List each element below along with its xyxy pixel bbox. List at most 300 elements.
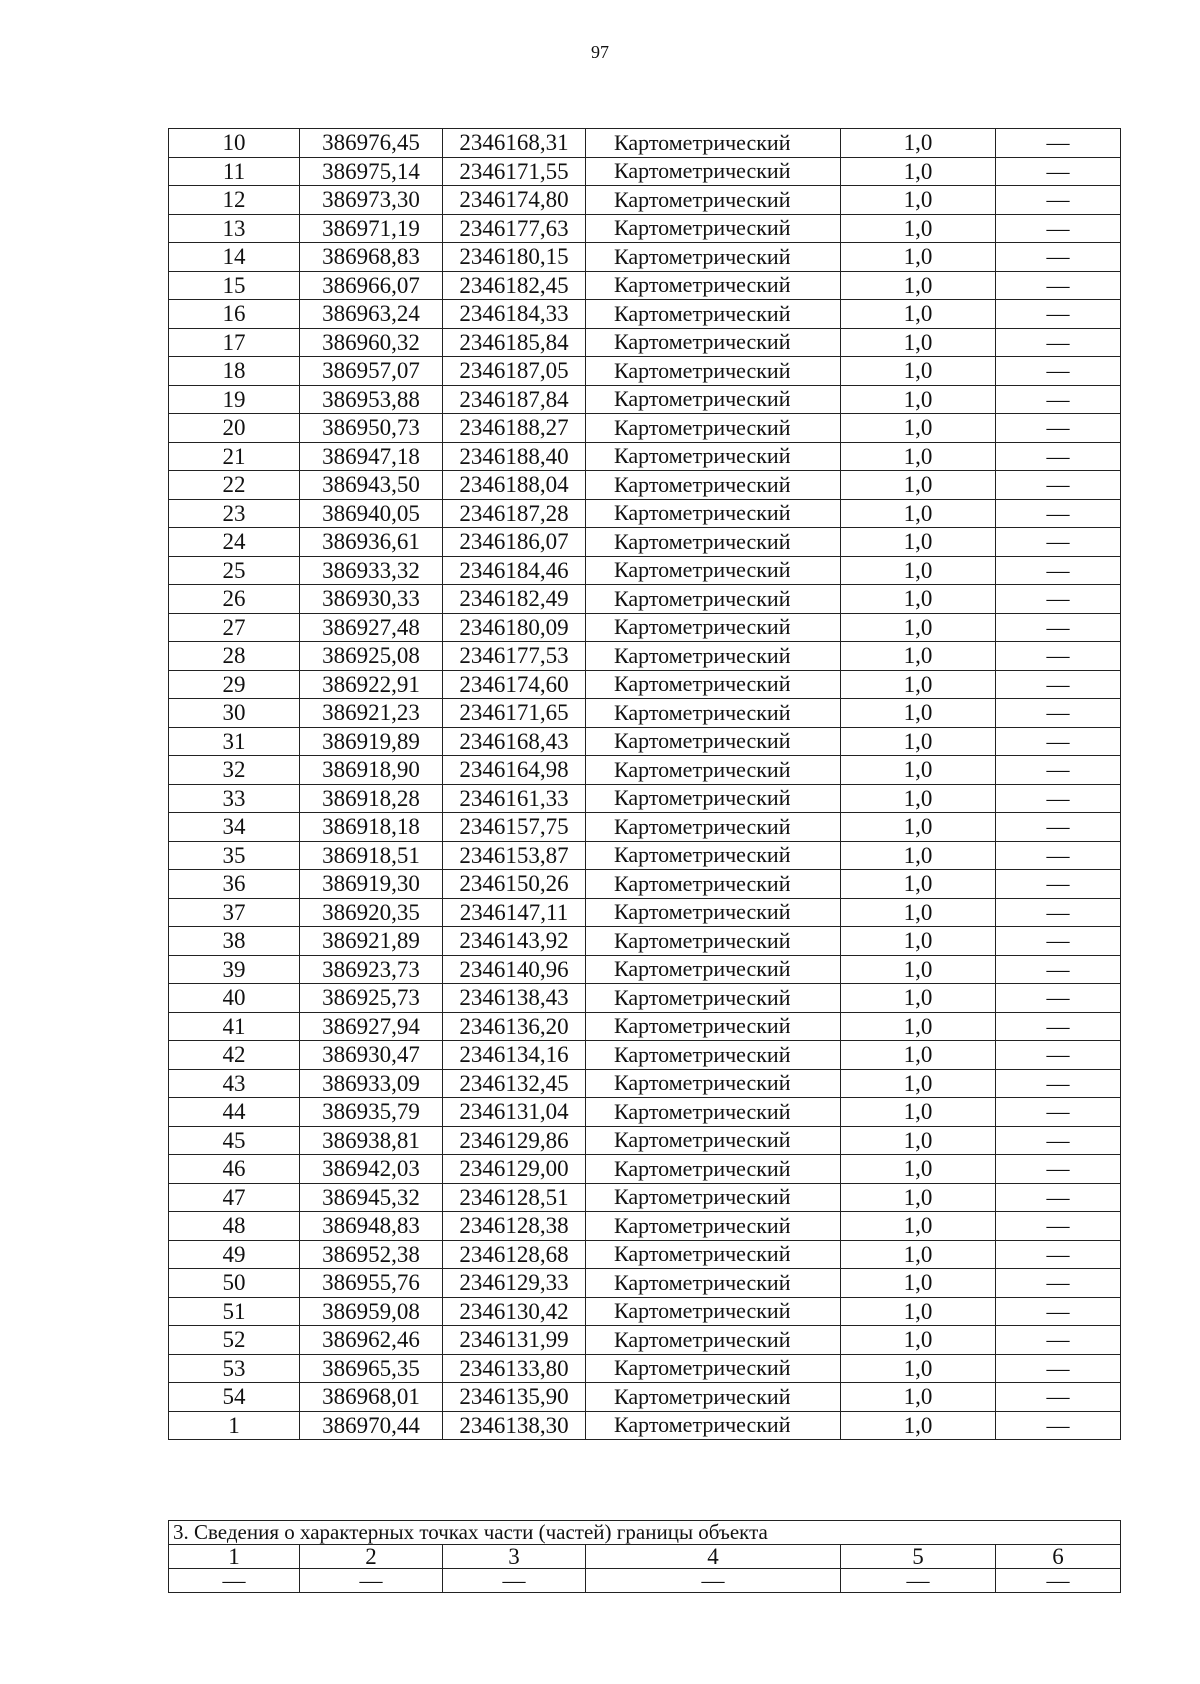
- table-row: [169, 955, 1121, 984]
- point-number-cell: 44: [169, 1098, 300, 1127]
- method-cell: Картометрический: [586, 385, 841, 414]
- x-coordinate-cell: 386962,46: [300, 1326, 443, 1355]
- y-coordinate-cell: 2346128,68: [443, 1240, 586, 1269]
- accuracy-cell: 1,0: [841, 214, 996, 243]
- y-coordinate-cell: 2346129,00: [443, 1155, 586, 1184]
- method-cell: Картометрический: [586, 442, 841, 471]
- point-number-cell: 14: [169, 243, 300, 272]
- section-3-column-number: 1: [169, 1545, 300, 1569]
- section-3-column-number: 5: [841, 1545, 996, 1569]
- accuracy-cell: 1,0: [841, 984, 996, 1013]
- description-cell: —: [996, 442, 1121, 471]
- accuracy-cell: 1,0: [841, 1183, 996, 1212]
- description-cell: —: [996, 1240, 1121, 1269]
- y-coordinate-cell: 2346134,16: [443, 1041, 586, 1070]
- x-coordinate-cell: 386973,30: [300, 186, 443, 215]
- method-cell: Картометрический: [586, 556, 841, 585]
- x-coordinate-cell: 386923,73: [300, 955, 443, 984]
- point-number-cell: 16: [169, 300, 300, 329]
- table-row: [169, 1212, 1121, 1241]
- accuracy-cell: 1,0: [841, 955, 996, 984]
- method-cell: Картометрический: [586, 157, 841, 186]
- point-number-cell: 31: [169, 727, 300, 756]
- method-cell: Картометрический: [586, 756, 841, 785]
- description-cell: —: [996, 784, 1121, 813]
- table-row: [169, 499, 1121, 528]
- method-cell: Картометрический: [586, 1155, 841, 1184]
- point-number-cell: 23: [169, 499, 300, 528]
- method-cell: Картометрический: [586, 1012, 841, 1041]
- description-cell: —: [996, 243, 1121, 272]
- description-cell: —: [996, 670, 1121, 699]
- accuracy-cell: 1,0: [841, 1326, 996, 1355]
- description-cell: —: [996, 1183, 1121, 1212]
- table-row: [169, 528, 1121, 557]
- description-cell: —: [996, 613, 1121, 642]
- description-cell: —: [996, 955, 1121, 984]
- table-row: [169, 214, 1121, 243]
- table-row: [169, 1354, 1121, 1383]
- method-cell: Картометрический: [586, 300, 841, 329]
- x-coordinate-cell: 386922,91: [300, 670, 443, 699]
- x-coordinate-cell: 386943,50: [300, 471, 443, 500]
- x-coordinate-cell: 386945,32: [300, 1183, 443, 1212]
- y-coordinate-cell: 2346182,45: [443, 271, 586, 300]
- x-coordinate-cell: 386936,61: [300, 528, 443, 557]
- point-number-cell: 50: [169, 1269, 300, 1298]
- x-coordinate-cell: 386965,35: [300, 1354, 443, 1383]
- description-cell: —: [996, 385, 1121, 414]
- table-row: [169, 670, 1121, 699]
- accuracy-cell: 1,0: [841, 1411, 996, 1440]
- point-number-cell: 53: [169, 1354, 300, 1383]
- point-number-cell: 12: [169, 186, 300, 215]
- point-number-cell: 45: [169, 1126, 300, 1155]
- section-3-empty-cell: —: [841, 1569, 996, 1593]
- point-number-cell: 20: [169, 414, 300, 443]
- table-row: [169, 1269, 1121, 1298]
- point-number-cell: 24: [169, 528, 300, 557]
- accuracy-cell: 1,0: [841, 1012, 996, 1041]
- accuracy-cell: 1,0: [841, 756, 996, 785]
- y-coordinate-cell: 2346131,04: [443, 1098, 586, 1127]
- y-coordinate-cell: 2346168,43: [443, 727, 586, 756]
- point-number-cell: 30: [169, 699, 300, 728]
- description-cell: —: [996, 841, 1121, 870]
- y-coordinate-cell: 2346138,30: [443, 1411, 586, 1440]
- y-coordinate-cell: 2346136,20: [443, 1012, 586, 1041]
- point-number-cell: 35: [169, 841, 300, 870]
- table-row: [169, 157, 1121, 186]
- x-coordinate-cell: 386942,03: [300, 1155, 443, 1184]
- method-cell: Картометрический: [586, 841, 841, 870]
- table-row: [169, 1012, 1121, 1041]
- x-coordinate-cell: 386933,09: [300, 1069, 443, 1098]
- page-number: 97: [591, 42, 609, 62]
- accuracy-cell: 1,0: [841, 243, 996, 272]
- method-cell: Картометрический: [586, 499, 841, 528]
- table-row: [169, 243, 1121, 272]
- accuracy-cell: 1,0: [841, 841, 996, 870]
- point-number-cell: 51: [169, 1297, 300, 1326]
- point-number-cell: 49: [169, 1240, 300, 1269]
- section-3-column-number: 6: [996, 1545, 1121, 1569]
- y-coordinate-cell: 2346132,45: [443, 1069, 586, 1098]
- point-number-cell: 18: [169, 357, 300, 386]
- table-row: [169, 727, 1121, 756]
- x-coordinate-cell: 386947,18: [300, 442, 443, 471]
- x-coordinate-cell: 386918,90: [300, 756, 443, 785]
- section-3-empty-cell: —: [586, 1569, 841, 1593]
- y-coordinate-cell: 2346187,84: [443, 385, 586, 414]
- x-coordinate-cell: 386925,08: [300, 642, 443, 671]
- x-coordinate-cell: 386957,07: [300, 357, 443, 386]
- accuracy-cell: 1,0: [841, 385, 996, 414]
- y-coordinate-cell: 2346133,80: [443, 1354, 586, 1383]
- method-cell: Картометрический: [586, 414, 841, 443]
- section-3-column-number: 3: [443, 1545, 586, 1569]
- accuracy-cell: 1,0: [841, 357, 996, 386]
- y-coordinate-cell: 2346161,33: [443, 784, 586, 813]
- x-coordinate-cell: 386927,48: [300, 613, 443, 642]
- description-cell: —: [996, 898, 1121, 927]
- point-number-cell: 15: [169, 271, 300, 300]
- table-row: [169, 1098, 1121, 1127]
- method-cell: Картометрический: [586, 1411, 841, 1440]
- x-coordinate-cell: 386919,89: [300, 727, 443, 756]
- y-coordinate-cell: 2346138,43: [443, 984, 586, 1013]
- accuracy-cell: 1,0: [841, 528, 996, 557]
- y-coordinate-cell: 2346188,27: [443, 414, 586, 443]
- point-number-cell: 40: [169, 984, 300, 1013]
- description-cell: —: [996, 813, 1121, 842]
- table-row: [169, 129, 1121, 158]
- accuracy-cell: 1,0: [841, 613, 996, 642]
- x-coordinate-cell: 386976,45: [300, 129, 443, 158]
- method-cell: Картометрический: [586, 186, 841, 215]
- description-cell: —: [996, 414, 1121, 443]
- x-coordinate-cell: 386950,73: [300, 414, 443, 443]
- method-cell: Картометрический: [586, 1098, 841, 1127]
- x-coordinate-cell: 386918,18: [300, 813, 443, 842]
- table-row: [169, 442, 1121, 471]
- table-row: [169, 414, 1121, 443]
- x-coordinate-cell: 386948,83: [300, 1212, 443, 1241]
- accuracy-cell: 1,0: [841, 471, 996, 500]
- accuracy-cell: 1,0: [841, 784, 996, 813]
- point-number-cell: 33: [169, 784, 300, 813]
- method-cell: Картометрический: [586, 870, 841, 899]
- x-coordinate-cell: 386925,73: [300, 984, 443, 1013]
- point-number-cell: 29: [169, 670, 300, 699]
- description-cell: —: [996, 528, 1121, 557]
- point-number-cell: 43: [169, 1069, 300, 1098]
- description-cell: —: [996, 1411, 1121, 1440]
- table-row: [169, 1240, 1121, 1269]
- part-boundary-table: [168, 1520, 1121, 1593]
- y-coordinate-cell: 2346174,80: [443, 186, 586, 215]
- y-coordinate-cell: 2346177,53: [443, 642, 586, 671]
- table-row: [169, 841, 1121, 870]
- accuracy-cell: 1,0: [841, 585, 996, 614]
- point-number-cell: 19: [169, 385, 300, 414]
- description-cell: —: [996, 1126, 1121, 1155]
- y-coordinate-cell: 2346187,28: [443, 499, 586, 528]
- description-cell: —: [996, 642, 1121, 671]
- x-coordinate-cell: 386971,19: [300, 214, 443, 243]
- method-cell: Картометрический: [586, 642, 841, 671]
- x-coordinate-cell: 386968,83: [300, 243, 443, 272]
- method-cell: Картометрический: [586, 243, 841, 272]
- y-coordinate-cell: 2346177,63: [443, 214, 586, 243]
- y-coordinate-cell: 2346180,15: [443, 243, 586, 272]
- x-coordinate-cell: 386930,47: [300, 1041, 443, 1070]
- y-coordinate-cell: 2346185,84: [443, 328, 586, 357]
- method-cell: Картометрический: [586, 357, 841, 386]
- y-coordinate-cell: 2346128,51: [443, 1183, 586, 1212]
- y-coordinate-cell: 2346184,46: [443, 556, 586, 585]
- point-number-cell: 46: [169, 1155, 300, 1184]
- coordinates-table: [168, 128, 1121, 1440]
- accuracy-cell: 1,0: [841, 328, 996, 357]
- method-cell: Картометрический: [586, 1240, 841, 1269]
- accuracy-cell: 1,0: [841, 1069, 996, 1098]
- x-coordinate-cell: 386952,38: [300, 1240, 443, 1269]
- accuracy-cell: 1,0: [841, 727, 996, 756]
- table-row: [169, 556, 1121, 585]
- section-3-empty-row: [169, 1569, 1121, 1593]
- point-number-cell: 27: [169, 613, 300, 642]
- description-cell: —: [996, 1354, 1121, 1383]
- table-row: [169, 898, 1121, 927]
- section-3-empty-cell: —: [300, 1569, 443, 1593]
- x-coordinate-cell: 386959,08: [300, 1297, 443, 1326]
- description-cell: —: [996, 1212, 1121, 1241]
- x-coordinate-cell: 386918,51: [300, 841, 443, 870]
- table-row: [169, 300, 1121, 329]
- method-cell: Картометрический: [586, 670, 841, 699]
- description-cell: —: [996, 1297, 1121, 1326]
- method-cell: Картометрический: [586, 1354, 841, 1383]
- point-number-cell: 28: [169, 642, 300, 671]
- accuracy-cell: 1,0: [841, 414, 996, 443]
- x-coordinate-cell: 386938,81: [300, 1126, 443, 1155]
- description-cell: —: [996, 471, 1121, 500]
- y-coordinate-cell: 2346128,38: [443, 1212, 586, 1241]
- description-cell: —: [996, 1269, 1121, 1298]
- method-cell: Картометрический: [586, 984, 841, 1013]
- y-coordinate-cell: 2346184,33: [443, 300, 586, 329]
- method-cell: Картометрический: [586, 585, 841, 614]
- y-coordinate-cell: 2346150,26: [443, 870, 586, 899]
- section-3-title-row: [169, 1521, 1121, 1545]
- method-cell: Картометрический: [586, 1326, 841, 1355]
- point-number-cell: 42: [169, 1041, 300, 1070]
- method-cell: Картометрический: [586, 471, 841, 500]
- description-cell: —: [996, 300, 1121, 329]
- table-row: [169, 1297, 1121, 1326]
- accuracy-cell: 1,0: [841, 271, 996, 300]
- description-cell: —: [996, 499, 1121, 528]
- point-number-cell: 37: [169, 898, 300, 927]
- y-coordinate-cell: 2346171,65: [443, 699, 586, 728]
- table-row: [169, 1155, 1121, 1184]
- accuracy-cell: 1,0: [841, 1297, 996, 1326]
- y-coordinate-cell: 2346157,75: [443, 813, 586, 842]
- table-row: [169, 471, 1121, 500]
- method-cell: Картометрический: [586, 784, 841, 813]
- description-cell: —: [996, 129, 1121, 158]
- accuracy-cell: 1,0: [841, 1126, 996, 1155]
- point-number-cell: 41: [169, 1012, 300, 1041]
- table-row: [169, 357, 1121, 386]
- table-row: [169, 585, 1121, 614]
- accuracy-cell: 1,0: [841, 670, 996, 699]
- method-cell: Картометрический: [586, 955, 841, 984]
- method-cell: Картометрический: [586, 727, 841, 756]
- x-coordinate-cell: 386930,33: [300, 585, 443, 614]
- accuracy-cell: 1,0: [841, 499, 996, 528]
- point-number-cell: 13: [169, 214, 300, 243]
- x-coordinate-cell: 386933,32: [300, 556, 443, 585]
- accuracy-cell: 1,0: [841, 442, 996, 471]
- table-row: [169, 271, 1121, 300]
- x-coordinate-cell: 386921,89: [300, 927, 443, 956]
- table-row: [169, 385, 1121, 414]
- y-coordinate-cell: 2346174,60: [443, 670, 586, 699]
- y-coordinate-cell: 2346143,92: [443, 927, 586, 956]
- description-cell: —: [996, 727, 1121, 756]
- x-coordinate-cell: 386920,35: [300, 898, 443, 927]
- description-cell: —: [996, 1326, 1121, 1355]
- point-number-cell: 1: [169, 1411, 300, 1440]
- accuracy-cell: 1,0: [841, 870, 996, 899]
- section-3-empty-cell: —: [443, 1569, 586, 1593]
- method-cell: Картометрический: [586, 927, 841, 956]
- method-cell: Картометрический: [586, 129, 841, 158]
- x-coordinate-cell: 386960,32: [300, 328, 443, 357]
- x-coordinate-cell: 386963,24: [300, 300, 443, 329]
- section-3-empty-cell: —: [996, 1569, 1121, 1593]
- table-row: [169, 1126, 1121, 1155]
- table-row: [169, 984, 1121, 1013]
- table-row: [169, 1041, 1121, 1070]
- table-row: [169, 1183, 1121, 1212]
- table-row: [169, 870, 1121, 899]
- table-row: [169, 186, 1121, 215]
- x-coordinate-cell: 386968,01: [300, 1383, 443, 1412]
- accuracy-cell: 1,0: [841, 300, 996, 329]
- accuracy-cell: 1,0: [841, 699, 996, 728]
- accuracy-cell: 1,0: [841, 1155, 996, 1184]
- y-coordinate-cell: 2346188,40: [443, 442, 586, 471]
- method-cell: Картометрический: [586, 328, 841, 357]
- accuracy-cell: 1,0: [841, 898, 996, 927]
- point-number-cell: 25: [169, 556, 300, 585]
- description-cell: —: [996, 214, 1121, 243]
- y-coordinate-cell: 2346129,33: [443, 1269, 586, 1298]
- coordinates-table-body: [169, 129, 1121, 1440]
- method-cell: Картометрический: [586, 813, 841, 842]
- y-coordinate-cell: 2346140,96: [443, 955, 586, 984]
- table-row: [169, 613, 1121, 642]
- point-number-cell: 32: [169, 756, 300, 785]
- point-number-cell: 36: [169, 870, 300, 899]
- y-coordinate-cell: 2346187,05: [443, 357, 586, 386]
- point-number-cell: 38: [169, 927, 300, 956]
- x-coordinate-cell: 386919,30: [300, 870, 443, 899]
- method-cell: Картометрический: [586, 613, 841, 642]
- method-cell: Картометрический: [586, 699, 841, 728]
- accuracy-cell: 1,0: [841, 186, 996, 215]
- y-coordinate-cell: 2346171,55: [443, 157, 586, 186]
- table-row: [169, 1069, 1121, 1098]
- accuracy-cell: 1,0: [841, 813, 996, 842]
- section-3-title: 3. Сведения о характерных точках части (частей) границы объекта: [169, 1521, 1121, 1545]
- x-coordinate-cell: 386940,05: [300, 499, 443, 528]
- y-coordinate-cell: 2346168,31: [443, 129, 586, 158]
- point-number-cell: 47: [169, 1183, 300, 1212]
- method-cell: Картометрический: [586, 1183, 841, 1212]
- point-number-cell: 22: [169, 471, 300, 500]
- x-coordinate-cell: 386955,76: [300, 1269, 443, 1298]
- description-cell: —: [996, 927, 1121, 956]
- y-coordinate-cell: 2346186,07: [443, 528, 586, 557]
- method-cell: Картометрический: [586, 1126, 841, 1155]
- point-number-cell: 39: [169, 955, 300, 984]
- x-coordinate-cell: 386921,23: [300, 699, 443, 728]
- method-cell: Картометрический: [586, 1269, 841, 1298]
- accuracy-cell: 1,0: [841, 1212, 996, 1241]
- description-cell: —: [996, 357, 1121, 386]
- accuracy-cell: 1,0: [841, 556, 996, 585]
- table-row: [169, 642, 1121, 671]
- description-cell: —: [996, 1155, 1121, 1184]
- y-coordinate-cell: 2346129,86: [443, 1126, 586, 1155]
- x-coordinate-cell: 386966,07: [300, 271, 443, 300]
- method-cell: Картометрический: [586, 214, 841, 243]
- accuracy-cell: 1,0: [841, 927, 996, 956]
- section-3-column-number: 4: [586, 1545, 841, 1569]
- point-number-cell: 26: [169, 585, 300, 614]
- table-row: [169, 813, 1121, 842]
- description-cell: —: [996, 585, 1121, 614]
- description-cell: —: [996, 186, 1121, 215]
- table-row: [169, 756, 1121, 785]
- table-row: [169, 328, 1121, 357]
- description-cell: —: [996, 157, 1121, 186]
- table-row: [169, 784, 1121, 813]
- method-cell: Картометрический: [586, 271, 841, 300]
- point-number-cell: 10: [169, 129, 300, 158]
- point-number-cell: 48: [169, 1212, 300, 1241]
- y-coordinate-cell: 2346147,11: [443, 898, 586, 927]
- section-3-column-number: 2: [300, 1545, 443, 1569]
- point-number-cell: 52: [169, 1326, 300, 1355]
- y-coordinate-cell: 2346188,04: [443, 471, 586, 500]
- table-row: [169, 699, 1121, 728]
- point-number-cell: 11: [169, 157, 300, 186]
- method-cell: Картометрический: [586, 898, 841, 927]
- accuracy-cell: 1,0: [841, 1240, 996, 1269]
- section-3-header-row: [169, 1545, 1121, 1569]
- accuracy-cell: 1,0: [841, 642, 996, 671]
- point-number-cell: 17: [169, 328, 300, 357]
- y-coordinate-cell: 2346153,87: [443, 841, 586, 870]
- y-coordinate-cell: 2346131,99: [443, 1326, 586, 1355]
- point-number-cell: 54: [169, 1383, 300, 1412]
- accuracy-cell: 1,0: [841, 1354, 996, 1383]
